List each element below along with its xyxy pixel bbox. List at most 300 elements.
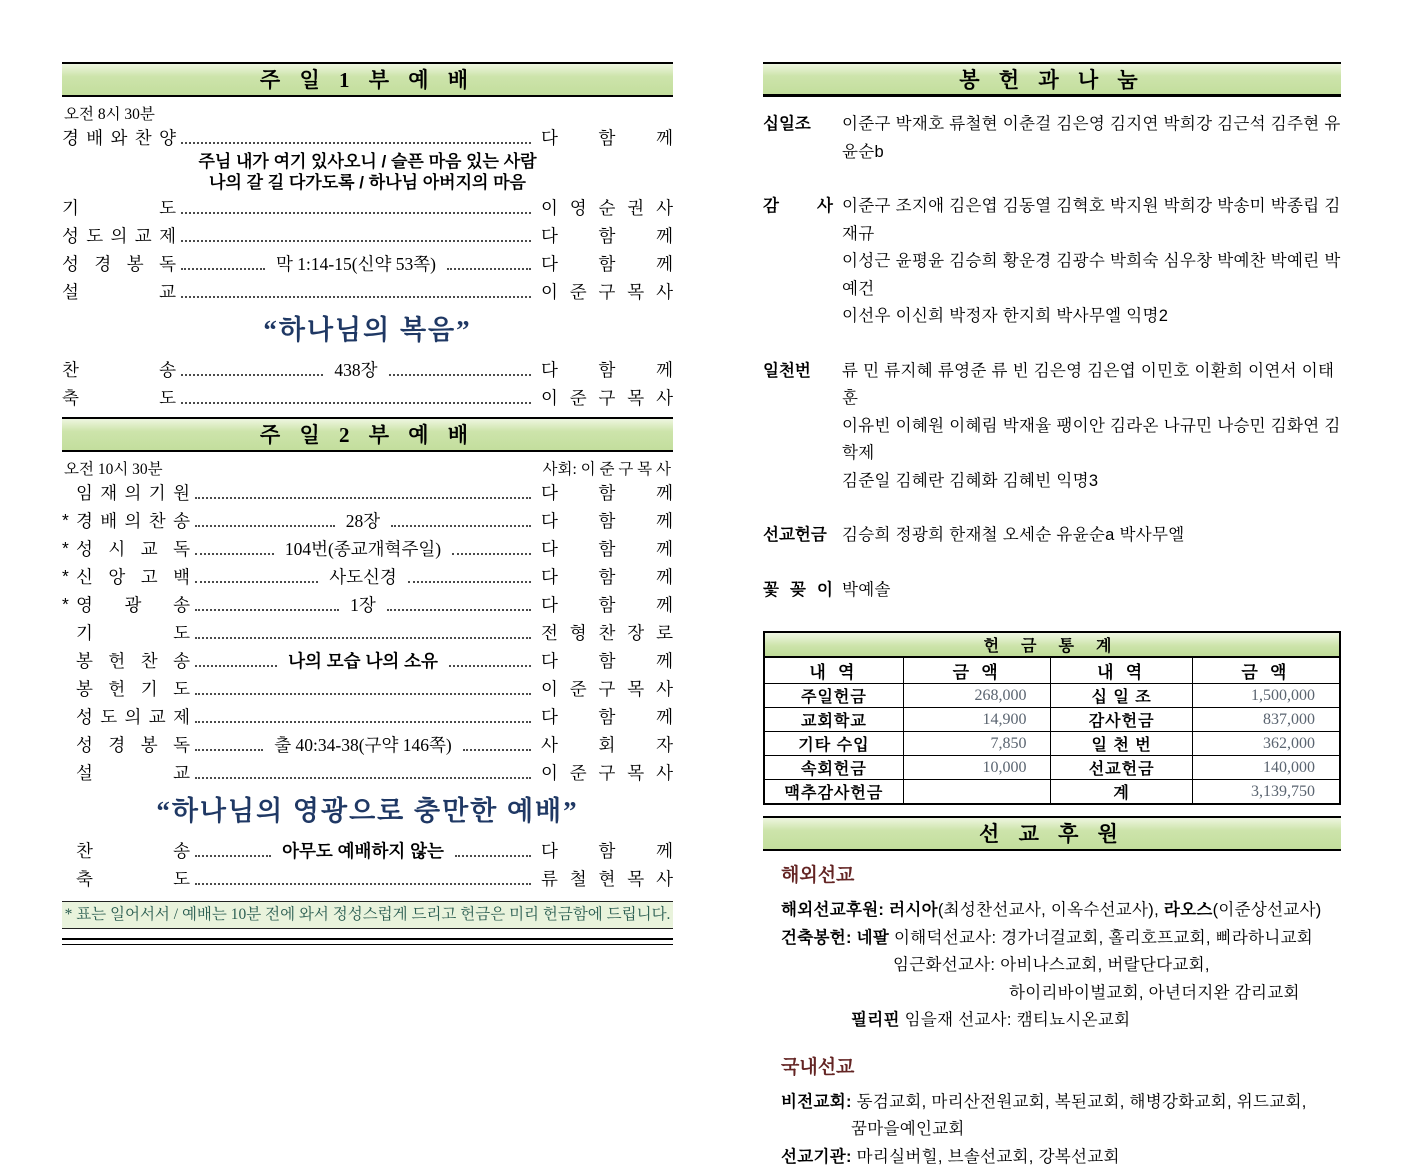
sermon-title: “하나님의 복음” (62, 305, 673, 355)
service-item-label (62, 223, 176, 248)
domestic-mission-lines (763, 1089, 1341, 1171)
mission-text: 하이리바이벌교회, 아년더지완 감리교회 (1009, 984, 1300, 1002)
service-item-detail: 438장 (328, 357, 383, 382)
justified-word: 성 (76, 536, 93, 561)
justified-word: 회 (599, 732, 616, 757)
justified-word: 앙 (108, 564, 125, 589)
service-item-label (76, 838, 190, 863)
offering-name-line: 이준구 박재호 류철현 이춘걸 김은영 김지연 박희강 김근석 김주현 유윤순b (842, 111, 1341, 166)
offering-section (763, 358, 1341, 496)
justified-word: 자 (656, 732, 673, 757)
dotted-leader (195, 665, 277, 667)
stats-item-cell: 속회헌금 (764, 756, 903, 780)
worship-order-column (62, 62, 673, 945)
justified-word: 사 (656, 279, 673, 304)
justified-word: 준 (570, 676, 587, 701)
dotted-leader (195, 693, 531, 695)
service2-header: 주 일 2 부 예 배 (62, 417, 673, 452)
service-item-person (541, 251, 673, 276)
stats-tbody (764, 632, 1340, 804)
justified-word: 찬 (76, 838, 93, 863)
service-item-detail: 나의 모습 나의 소유 (282, 648, 444, 673)
overseas-mission-subtitle: 해외선교 (763, 860, 1341, 887)
justified-word: 경 (108, 732, 125, 757)
service-item-label (76, 648, 190, 673)
offering-name-line: 이준구 조지애 김은엽 김동열 김혁호 박지원 박희강 박송미 박종립 김재규 (842, 193, 1341, 248)
justified-word: 배 (86, 125, 103, 150)
service-item-row (62, 506, 673, 534)
service2-rows (62, 478, 673, 892)
mission-bold-text: 선교기관: (781, 1148, 857, 1166)
stats-title: 헌 금 통 계 (764, 632, 1340, 657)
justified-word: 다 (541, 838, 558, 863)
service-item-row (62, 277, 673, 305)
service-item-detail: 1장 (344, 592, 382, 617)
justified-word: 이 (541, 760, 558, 785)
justified-word: 성 (62, 251, 79, 276)
service-item-person (541, 385, 673, 410)
justified-word: 교 (135, 223, 152, 248)
justified-word: 일천번 (763, 358, 811, 386)
justified-word: 제 (173, 704, 190, 729)
justified-word: 께 (656, 838, 673, 863)
justified-word: 사 (656, 676, 673, 701)
justified-word: 이 (541, 279, 558, 304)
offering-section-label (763, 577, 833, 605)
justified-word: 독 (159, 251, 176, 276)
justified-word: 함 (599, 838, 616, 863)
justified-word: 감 (763, 193, 779, 221)
justified-word: 께 (656, 564, 673, 589)
dotted-leader (455, 855, 531, 857)
star-marker: * (62, 510, 76, 531)
justified-word: 로 (656, 620, 673, 645)
service-item-label (76, 866, 190, 891)
justified-word: 다 (541, 125, 558, 150)
stats-item-cell: 기타 수입 (764, 732, 903, 756)
service1-time: 오전 8시 30분 (64, 102, 155, 121)
service-item-detail: 아무도 예배하지 않는 (276, 838, 450, 863)
dotted-leader (195, 553, 274, 555)
justified-word: 준 (570, 760, 587, 785)
stats-header-cell: 금 액 (903, 657, 1051, 684)
service-item-detail: 28장 (340, 508, 386, 533)
justified-word: 다 (541, 564, 558, 589)
offering-name-line: 이유빈 이혜원 이혜림 박재율 팽이안 김라온 나규민 나승민 김화연 김학제 (842, 413, 1341, 468)
justified-word: 경 (76, 508, 93, 533)
stats-amount-cell: 3,139,750 (1192, 780, 1340, 805)
justified-word: 도 (173, 676, 190, 701)
justified-word: 사 (656, 866, 673, 891)
stats-header-cell: 내 역 (764, 657, 903, 684)
justified-word: 제 (159, 223, 176, 248)
dotted-leader (195, 883, 531, 885)
justified-word: 독 (173, 536, 190, 561)
dotted-leader (195, 749, 263, 751)
justified-word: 설 (62, 279, 79, 304)
justified-word: 순 (599, 195, 616, 220)
service1-rows (62, 123, 673, 411)
service-item-label (62, 195, 176, 220)
stats-amount-cell: 10,000 (903, 756, 1051, 780)
service-item-detail: 막 1:14-15(신약 53쪽) (270, 251, 442, 276)
star-marker: * (62, 594, 76, 615)
justified-word: 백 (173, 564, 190, 589)
stats-amount-cell: 362,000 (1192, 732, 1340, 756)
service-item-person (541, 125, 673, 150)
justified-word: 원 (173, 480, 190, 505)
justified-word: 도 (159, 385, 176, 410)
service-item-label (76, 536, 190, 561)
service-item-label (76, 564, 190, 589)
service-item-row (62, 221, 673, 249)
justified-word: 봉 (141, 732, 158, 757)
justified-word: 함 (599, 251, 616, 276)
justified-word: 찬 (599, 620, 616, 645)
service-item-person (541, 866, 673, 891)
service-item-person (541, 676, 673, 701)
offering-name-line: 박예솔 (842, 577, 1341, 605)
justified-word: 송 (173, 592, 190, 617)
mission-text: 마리실버힐, 브솔선교회, 강복선교회 (857, 1148, 1120, 1166)
justified-word: 함 (599, 125, 616, 150)
justified-word: 함 (599, 704, 616, 729)
justified-word: 송 (173, 648, 190, 673)
service-item-label (76, 760, 190, 785)
offering-name-line: 김준일 김혜란 김혜화 김혜빈 익명3 (842, 468, 1341, 496)
justified-word: 도 (86, 223, 103, 248)
service-item-detail: 104번(종교개혁주일) (279, 536, 447, 561)
mission-bold-text: 러시아 (889, 901, 938, 919)
service-item-person (541, 536, 673, 561)
justified-word: 송 (173, 838, 190, 863)
sermon-title: “하나님의 영광으로 충만한 예배” (62, 786, 673, 836)
mission-header: 선 교 후 원 (763, 816, 1341, 851)
dotted-leader (195, 497, 531, 499)
stats-header-cell: 내 역 (1051, 657, 1192, 684)
service-item-row (62, 618, 673, 646)
service-item-label (62, 251, 176, 276)
service-item-row (62, 562, 673, 590)
justified-word: 도 (173, 620, 190, 645)
justified-word: 다 (541, 508, 558, 533)
offering-header: 봉 헌 과 나 눔 (763, 62, 1341, 97)
dotted-leader (181, 240, 531, 242)
justified-word: 광 (125, 592, 142, 617)
offering-stats-table (763, 631, 1341, 805)
justified-word: 함 (599, 536, 616, 561)
justified-word: 다 (541, 357, 558, 382)
service-item-row (62, 674, 673, 702)
offering-name-lines (842, 577, 1341, 605)
justified-word: 찬 (62, 357, 79, 382)
justified-word: 함 (599, 648, 616, 673)
service-item-label (76, 480, 190, 505)
justified-word: 봉 (76, 676, 93, 701)
service2-mc: 사회: 이 준 구 목 사 (543, 457, 672, 476)
justified-word: 다 (541, 648, 558, 673)
justified-word: 와 (111, 125, 128, 150)
justified-word: 함 (599, 508, 616, 533)
justified-word: 께 (656, 251, 673, 276)
justified-word: 양 (159, 125, 176, 150)
justified-word: 찬 (135, 125, 152, 150)
offering-name-lines (842, 193, 1341, 331)
stats-amount-cell (903, 780, 1051, 805)
justified-word: 의 (125, 480, 142, 505)
mission-text: (이준상선교사) (1213, 901, 1322, 919)
stats-item-cell: 일 천 번 (1051, 732, 1192, 756)
justified-word: 함 (599, 592, 616, 617)
stats-amount-cell: 268,000 (903, 684, 1051, 708)
justified-word: 독 (173, 732, 190, 757)
justified-word: 의 (125, 508, 142, 533)
justified-word: 사 (656, 195, 673, 220)
justified-word: 고 (141, 564, 158, 589)
justified-word: 경 (62, 125, 79, 150)
justified-word: 선교헌금 (763, 522, 827, 550)
dotted-leader (195, 637, 531, 639)
justified-word: 목 (627, 279, 644, 304)
justified-word: 께 (656, 648, 673, 673)
dotted-leader (195, 525, 335, 527)
justified-word: 께 (656, 223, 673, 248)
service1-header: 주 일 1 부 예 배 (62, 62, 673, 97)
offering-name-lines (842, 358, 1341, 496)
justified-word: 설 (76, 760, 93, 785)
justified-word: 사 (656, 385, 673, 410)
dotted-leader (391, 525, 531, 527)
stats-data-row (764, 708, 1340, 732)
justified-word: 께 (656, 704, 673, 729)
dotted-leader (195, 721, 531, 723)
justified-word: 배 (100, 508, 117, 533)
justified-word: 봉 (76, 648, 93, 673)
justified-word: 사 (541, 732, 558, 757)
service2-time: 오전 10시 30분 (64, 457, 163, 476)
justified-word: 께 (656, 125, 673, 150)
service-item-label (76, 676, 190, 701)
service-item-row (62, 864, 673, 892)
service-item-person (541, 357, 673, 382)
stats-item-cell: 주일헌금 (764, 684, 903, 708)
justified-word: 사 (656, 760, 673, 785)
mission-text: 임을재 선교사: 캠티뇨시온교회 (900, 1011, 1131, 1029)
dotted-leader (181, 374, 323, 376)
service-item-row (62, 590, 673, 618)
justified-word: 다 (541, 592, 558, 617)
justified-word: 의 (111, 223, 128, 248)
standing-note: * 표는 일어서서 / 예배는 10분 전에 와서 정성스럽게 드리고 헌금은 미리 헌금함에 드립니다. (62, 901, 673, 929)
mission-line (781, 1089, 1341, 1117)
offering-column (763, 62, 1341, 1171)
service-item-person (541, 732, 673, 757)
service-item-row (62, 646, 673, 674)
justified-word: 도 (100, 704, 117, 729)
stats-item-cell: 계 (1051, 780, 1192, 805)
stats-item-cell: 십 일 조 (1051, 684, 1192, 708)
justified-word: 기 (76, 620, 93, 645)
service-item-label (76, 508, 190, 533)
offering-section-label (763, 522, 833, 550)
service-item-person (541, 760, 673, 785)
offering-name-lines (842, 522, 1341, 550)
mission-text: 동검교회, 마리산전원교회, 복된교회, 해병강화교회, 위드교회, (857, 1093, 1307, 1111)
service-item-label (76, 732, 190, 757)
justified-word: 구 (599, 760, 616, 785)
service-item-person (541, 279, 673, 304)
justified-word: 철 (570, 866, 587, 891)
service-item-row (62, 702, 673, 730)
justified-word: 전 (541, 620, 558, 645)
justified-word: 함 (599, 480, 616, 505)
offering-name-line: 이선우 이신희 박정자 한지희 박사무엘 익명2 (842, 303, 1341, 331)
justified-word: 헌 (108, 648, 125, 673)
justified-word: 성 (76, 704, 93, 729)
justified-word: 찬 (149, 508, 166, 533)
stats-item-cell: 선교헌금 (1051, 756, 1192, 780)
offering-name-line: 김승희 정광희 한재철 오세순 유윤순a 박사무엘 (842, 522, 1341, 550)
justified-word: 께 (656, 357, 673, 382)
justified-word: 께 (656, 592, 673, 617)
service-item-row (62, 534, 673, 562)
service-item-person (541, 508, 673, 533)
service-item-person (541, 480, 673, 505)
mission-bold-text: 네팔 (857, 929, 889, 947)
mission-bold-text: 건축봉헌: (781, 929, 857, 947)
service-item-label (76, 620, 190, 645)
justified-word: 영 (76, 592, 93, 617)
justified-word: 목 (627, 760, 644, 785)
justified-word: 이 (541, 385, 558, 410)
justified-word: 이 (817, 577, 833, 605)
dotted-leader (195, 777, 531, 779)
dotted-leader (387, 609, 531, 611)
justified-word: 임 (76, 480, 93, 505)
stats-amount-cell: 14,900 (903, 708, 1051, 732)
service-item-label (76, 704, 190, 729)
dotted-leader (181, 212, 531, 214)
stats-data-row (764, 684, 1340, 708)
justified-word: 재 (100, 480, 117, 505)
justified-word: 송 (173, 508, 190, 533)
service-item-person (541, 223, 673, 248)
justified-word: 다 (541, 223, 558, 248)
service-item-label (62, 385, 176, 410)
dotted-leader (447, 268, 531, 270)
mission-text: 이해덕선교사: 경가너걸교회, 홀리호프교회, 삐라하니교회 (889, 929, 1313, 947)
justified-word: 성 (62, 223, 79, 248)
service-item-row (62, 383, 673, 411)
dotted-leader (452, 553, 531, 555)
service-item-label (62, 125, 176, 150)
justified-word: 목 (627, 385, 644, 410)
justified-word: 영 (570, 195, 587, 220)
service-item-row (62, 758, 673, 786)
justified-word: 꽂 (790, 577, 806, 605)
service2-time-row (62, 452, 673, 478)
justified-word: 도 (173, 866, 190, 891)
mission-support (763, 816, 1341, 1171)
stats-amount-cell: 7,850 (903, 732, 1051, 756)
justified-word: 의 (125, 704, 142, 729)
justified-word: 구 (599, 279, 616, 304)
justified-word: 성 (76, 732, 93, 757)
justified-word: 함 (599, 357, 616, 382)
justified-word: 교 (173, 760, 190, 785)
justified-word: 현 (599, 866, 616, 891)
justified-word: 이 (541, 676, 558, 701)
justified-word: 십일조 (763, 111, 811, 139)
service-item-person (541, 592, 673, 617)
justified-word: 목 (627, 676, 644, 701)
dotted-leader (181, 402, 531, 404)
offering-section (763, 111, 1341, 166)
stats-header-cell: 금 액 (1192, 657, 1340, 684)
service-item-person (541, 564, 673, 589)
dotted-leader (463, 749, 531, 751)
stats-item-cell: 감사헌금 (1051, 708, 1192, 732)
justified-word: 함 (599, 223, 616, 248)
justified-word: 께 (656, 480, 673, 505)
justified-word: 헌 (108, 676, 125, 701)
service-item-person (541, 838, 673, 863)
justified-word: 기 (149, 480, 166, 505)
offering-sections (763, 111, 1341, 604)
justified-word: 봉 (127, 251, 144, 276)
justified-word: 기 (62, 195, 79, 220)
service-item-row (62, 836, 673, 864)
mission-line (781, 1144, 1341, 1171)
offering-section (763, 193, 1341, 331)
praise-song-line: 나의 갈 길 다가도록 / 하나님 아버지의 마음 (62, 172, 673, 193)
justified-word: 교 (141, 536, 158, 561)
justified-word: 장 (627, 620, 644, 645)
justified-word: 께 (656, 536, 673, 561)
service-item-detail: 사도신경 (323, 564, 403, 589)
service-item-person (541, 704, 673, 729)
mission-line (781, 980, 1341, 1008)
justified-word: 축 (62, 385, 79, 410)
stats-data-row (764, 732, 1340, 756)
justified-word: 다 (541, 536, 558, 561)
mission-bold-text: 라오스 (1164, 901, 1213, 919)
mission-text: 꿈마을예인교회 (851, 1120, 965, 1138)
justified-word: 께 (656, 508, 673, 533)
justified-word: 꽃 (763, 577, 779, 605)
stats-data-row (764, 756, 1340, 780)
dotted-leader (195, 609, 339, 611)
service-item-row (62, 478, 673, 506)
stats-item-cell: 교회학교 (764, 708, 903, 732)
dotted-leader (389, 374, 531, 376)
service-item-detail: 출 40:34-38(구약 146쪽) (268, 732, 457, 757)
stats-amount-cell: 140,000 (1192, 756, 1340, 780)
justified-word: 교 (149, 704, 166, 729)
offering-name-line: 이성근 윤평윤 김승희 황운경 김광수 박희숙 심우창 박예찬 박예린 박예건 (842, 248, 1341, 303)
justified-word: 교 (159, 279, 176, 304)
dotted-leader (195, 581, 318, 583)
offering-section-label (763, 358, 833, 386)
service-item-person (541, 620, 673, 645)
stats-item-cell: 맥추감사헌금 (764, 780, 903, 805)
mission-text: (최성찬선교사, 이옥수선교사), (938, 901, 1164, 919)
stats-amount-cell: 1,500,000 (1192, 684, 1340, 708)
overseas-mission-lines (763, 897, 1341, 1035)
justified-word: 시 (108, 536, 125, 561)
mission-line (781, 1116, 1341, 1144)
justified-word: 도 (159, 195, 176, 220)
